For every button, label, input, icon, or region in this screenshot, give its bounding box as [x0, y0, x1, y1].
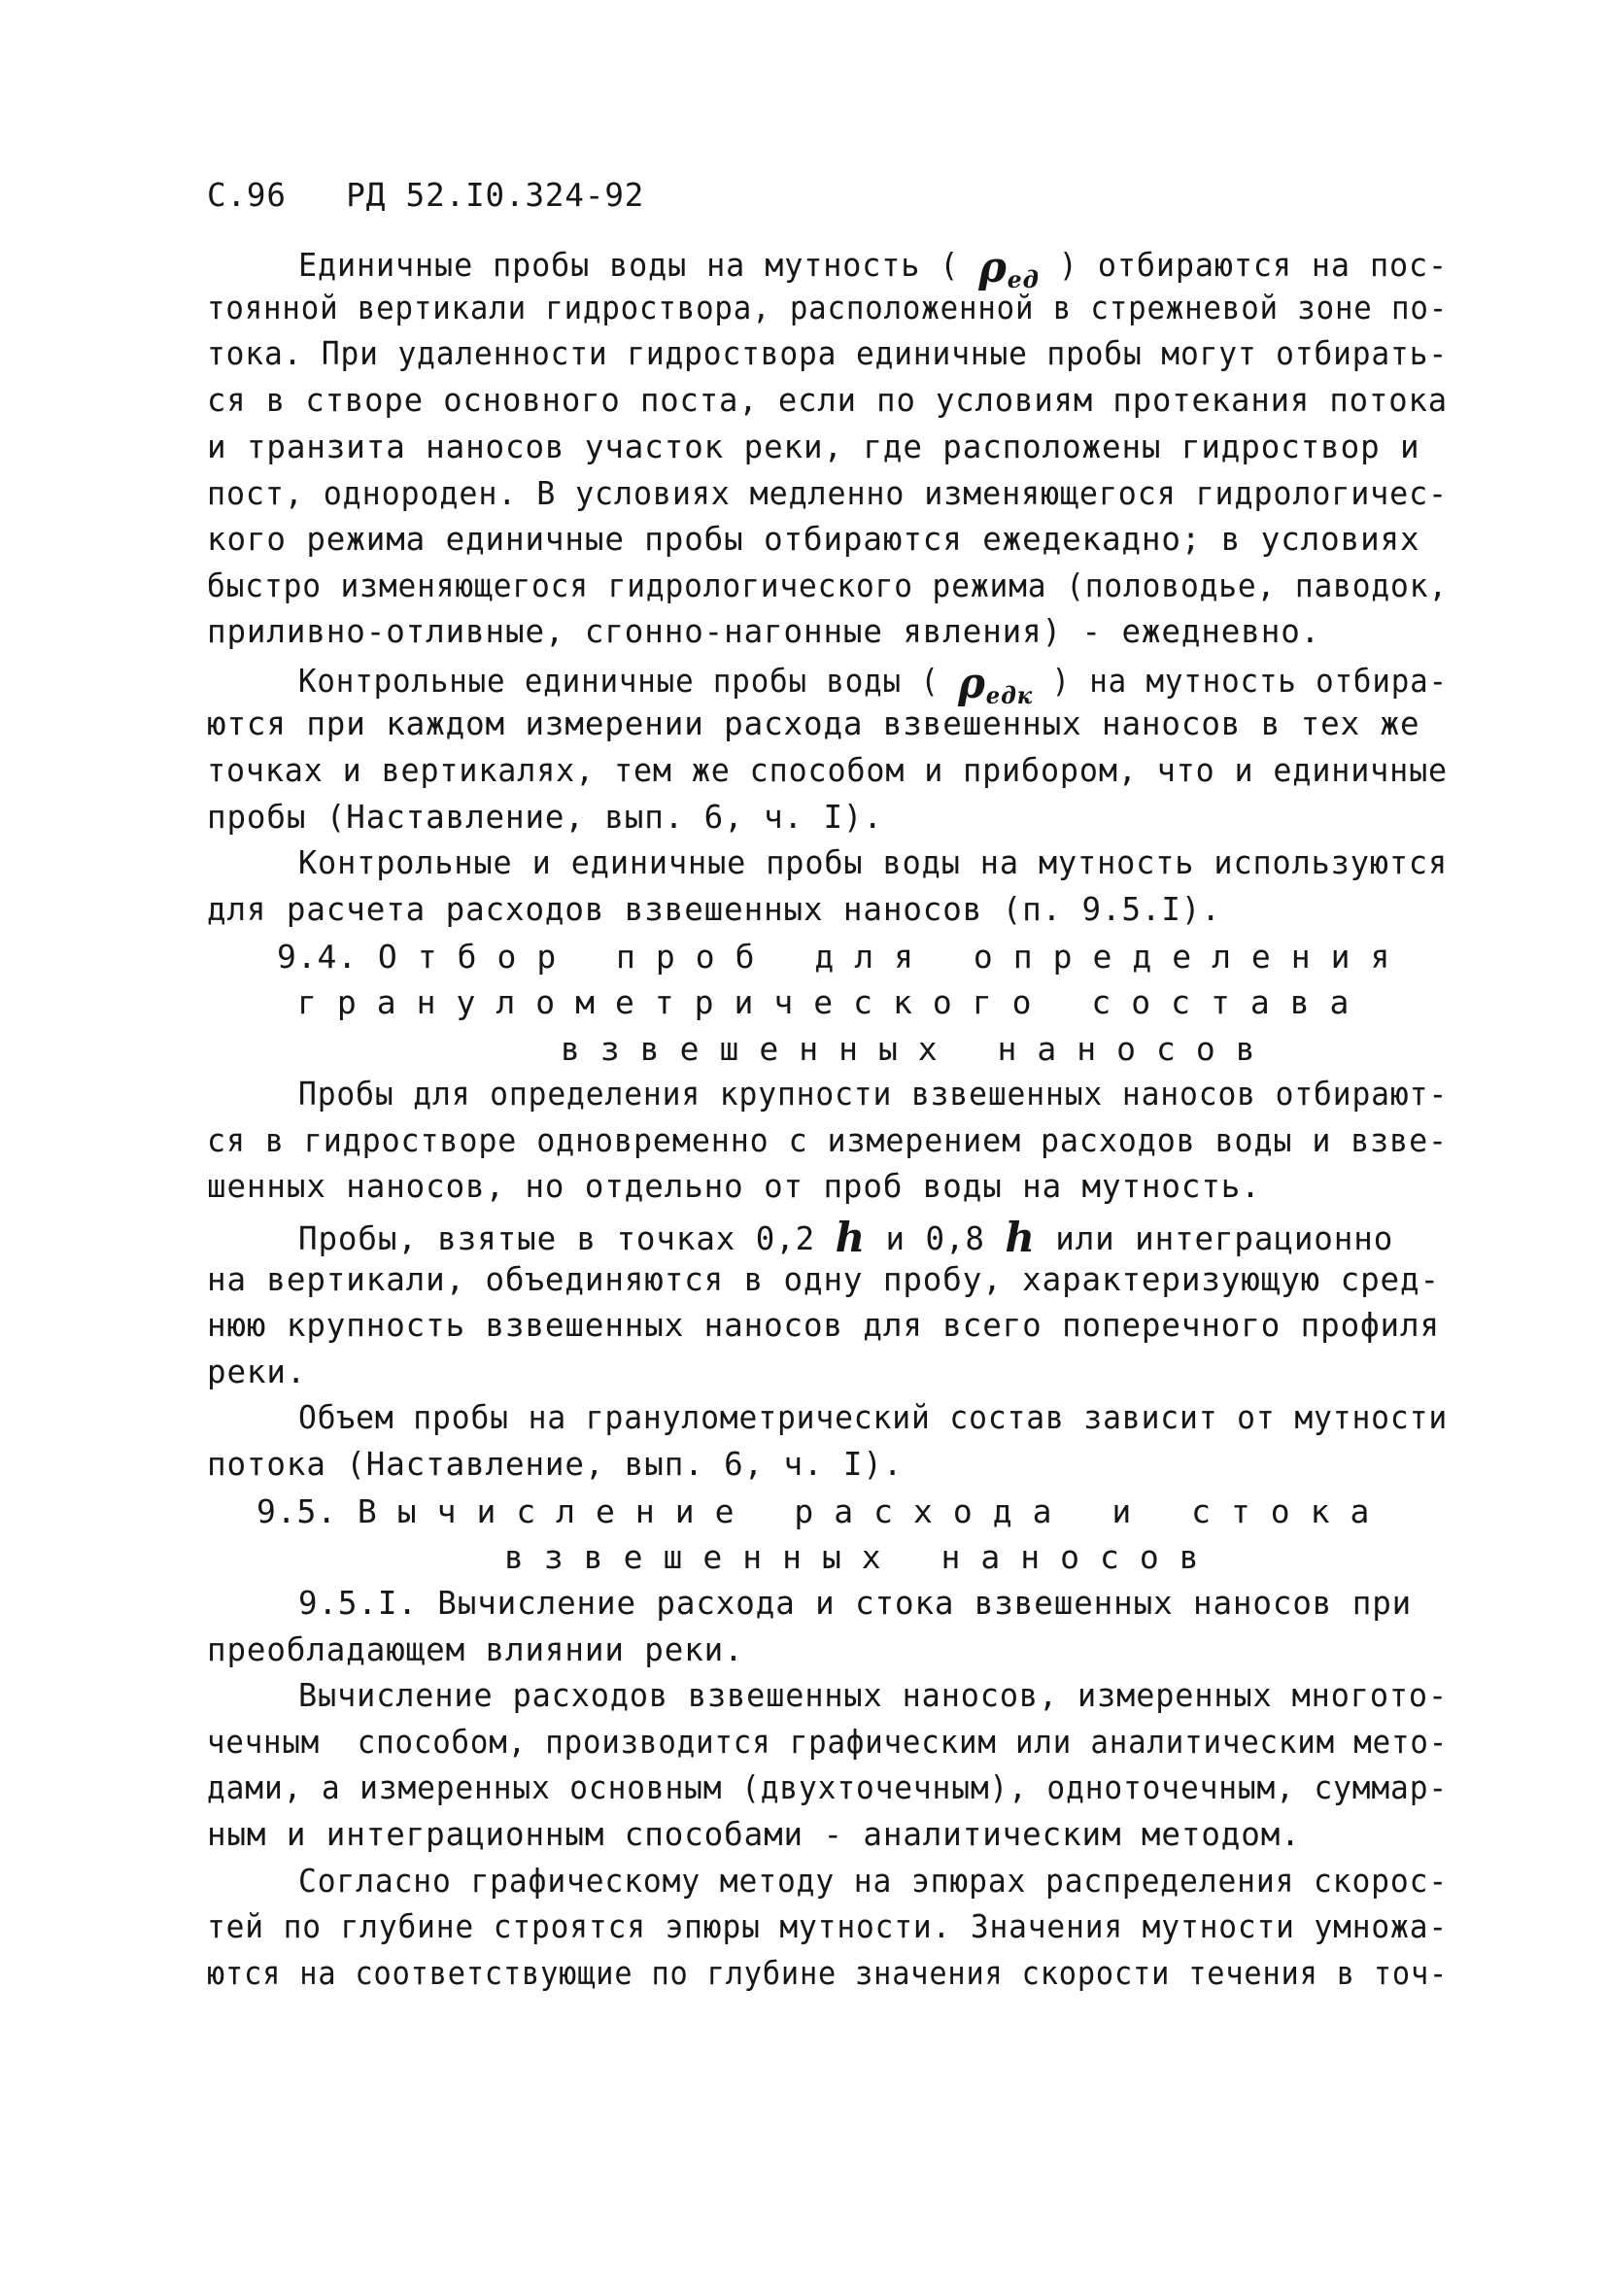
paragraph-3-line-1: Контрольные и единичные пробы воды на мутность используются [298, 844, 1449, 881]
section-9-4-heading-line-2: гранулометрического состава [297, 983, 1370, 1021]
paragraph-2-line-1: Контрольные единичные пробы воды ( $\rho_{едк}$ ) на мутность отбира- [298, 659, 1448, 709]
paragraph-1-line-9: приливно-отливные, сгонно-нагонные явления) - ежедневно. [207, 613, 1321, 650]
paragraph-6-line-1: Объем пробы на гранулометрический состав зависит от мутности [298, 1399, 1449, 1436]
paragraph-9-line-2: тей по глубине строятся эпюры мутности. Значения мутности умножа- [207, 1908, 1448, 1945]
paragraph-4-line-2: ся в гидростворе одновременно с измерением расходов воды и взве- [207, 1122, 1448, 1159]
paragraph-8-line-1: Вычисление расходов взвешенных наносов, измеренных многото- [298, 1677, 1449, 1714]
paragraph-8-line-4: ным и интеграционным способами - аналитическим методом. [207, 1816, 1301, 1853]
paragraph-9-line-1: Согласно графическому методу на эпюрах распределения скорос- [298, 1863, 1449, 1900]
rho-edk-symbol: $\rho_{едк}$ [958, 659, 1034, 709]
section-9-4-heading-line-3: взвешенных наносов [561, 1030, 1276, 1068]
paragraph-5-line-4: реки. [207, 1354, 307, 1390]
paragraph-1-line-5: и транзита наносов участок реки, где расположены гидроствор и [207, 428, 1420, 465]
paragraph-1-line-1: Единичные пробы воды на мутность ( $\rho_{ед}$ ) отбираются на пос- [298, 243, 1448, 293]
paragraph-7-line-2: преобладающем влиянии реки. [207, 1631, 744, 1668]
paragraph-6-line-2: потока (Наставление, вып. 6, ч. I). [207, 1446, 904, 1483]
paragraph-4-line-3: шенных наносов, но отдельно от проб воды на мутность. [207, 1168, 1261, 1205]
paragraph-5-line-2: на вертикали, объединяются в одну пробу, характеризующую сред- [207, 1261, 1440, 1298]
paragraph-5-line-3: нюю крупность взвешенных наносов для всего поперечного профиля [207, 1307, 1440, 1344]
paragraph-5-line-1: Пробы, взятые в точках 0,2 h и 0,8 h или интеграционно [298, 1214, 1394, 1261]
section-9-5-heading-line-2: взвешенных наносов [504, 1538, 1219, 1576]
paragraph-1-line-3: тока. При удаленности гидроствора единичные пробы могут отбирать- [207, 335, 1448, 372]
page-header: С.96 РД 52.I0.324-92 [207, 177, 645, 214]
paragraph-2-line-3: точках и вертикалях, тем же способом и прибором, что и единичные [207, 752, 1448, 789]
paragraph-1-line-7: кого режима единичные пробы отбираются ежедекадно; в условиях [207, 521, 1420, 558]
paragraph-1-line-2: тоянной вертикали гидроствора, расположенной в стрежневой зоне по- [207, 290, 1449, 326]
rho-ed-symbol: $\rho_{ед}$ [978, 243, 1040, 293]
paragraph-7-line-1: 9.5.I. Вычисление расхода и стока взвешенных наносов при [298, 1585, 1413, 1622]
paragraph-1-line-4: ся в створе основного поста, если по условиям протекания потока [207, 382, 1449, 419]
paragraph-4-line-1: Пробы для определения крупности взвешенных наносов отбирают- [298, 1076, 1449, 1113]
paragraph-1-line-6: пост, однороден. В условиях медленно изменяющегося гидрологичес- [207, 475, 1448, 512]
paragraph-1-line-8: быстро изменяющегося гидрологического режима (половодье, паводок, [207, 567, 1448, 604]
h-symbol: h [835, 1214, 867, 1261]
section-9-4-heading-line-1: 9.4. Отбор проб для определения [277, 938, 1411, 976]
paragraph-3-line-2: для расчета расходов взвешенных наносов (п. 9.5.I). [207, 891, 1221, 928]
paragraph-9-line-3: ются на соответствующие по глубине значения скорости течения в точ- [207, 1955, 1449, 1992]
paragraph-8-line-2: чечным способом, производится графическим или аналитическим мето- [207, 1724, 1449, 1761]
paragraph-8-line-3: дами, а измеренных основным (двухточечным), одноточечным, суммар- [207, 1769, 1448, 1806]
paragraph-2-line-2: ются при каждом измерении расхода взвешенных наносов в тех же [207, 705, 1420, 742]
paragraph-2-line-4: пробы (Наставление, вып. 6, ч. I). [207, 799, 883, 836]
section-9-5-heading-line-1: 9.5. Вычисление расхода и стока [256, 1492, 1390, 1530]
h-symbol: h [1005, 1214, 1036, 1261]
